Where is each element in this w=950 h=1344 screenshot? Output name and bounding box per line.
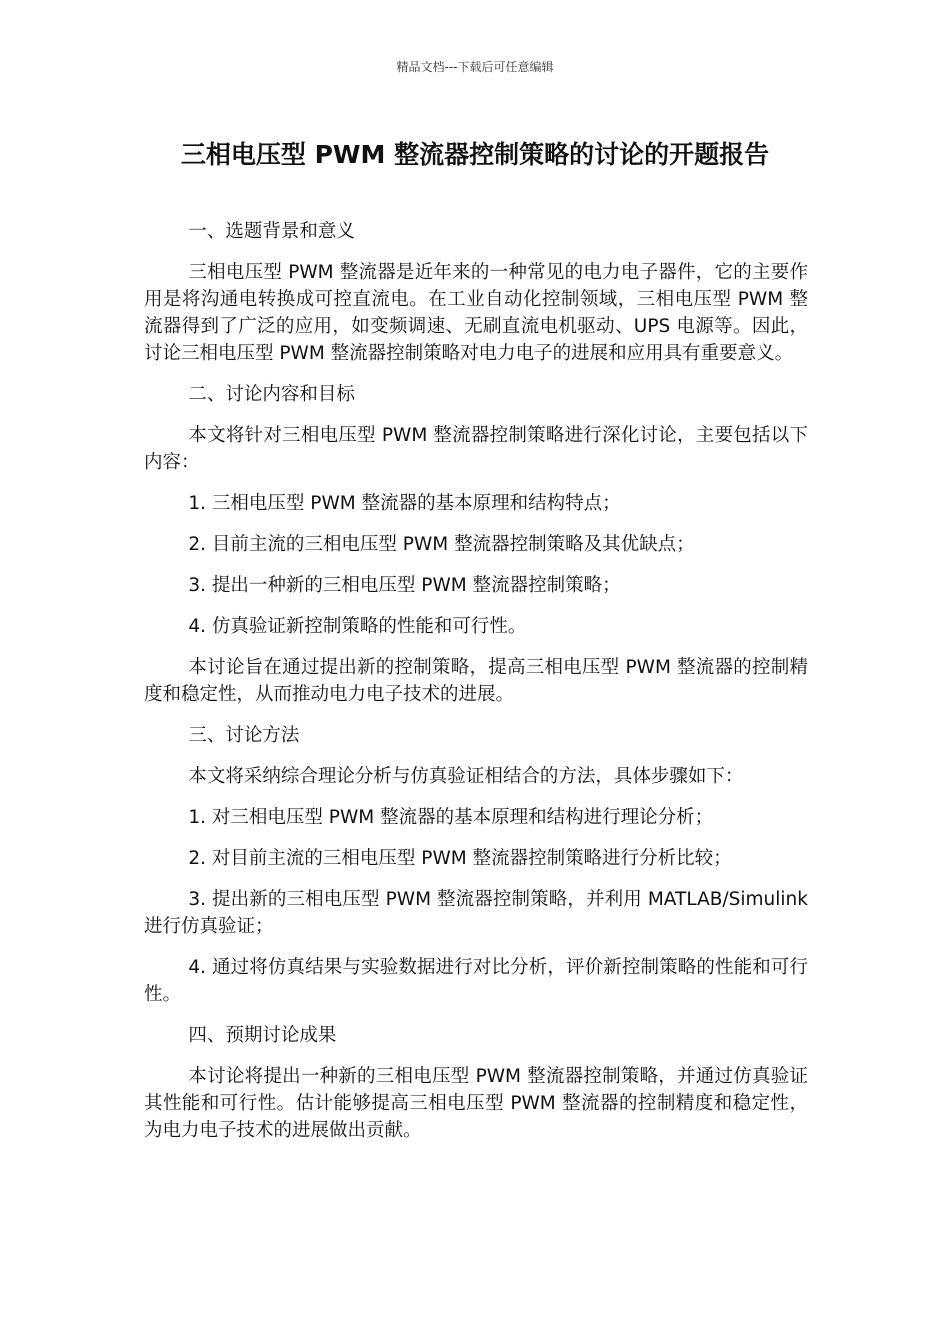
header-note: 精品文档---下载后可任意编辑	[396, 60, 554, 74]
section-heading-background: 一、选题背景和意义	[188, 221, 355, 242]
section-heading-expected-results: 四、预期讨论成果	[188, 1025, 337, 1046]
document-body	[144, 218, 808, 1144]
paragraph-methods-intro: 本文将采纳综合理论分析与仿真验证相结合的方法，具体步骤如下：	[188, 766, 744, 787]
paragraph-content-aim: 本讨论旨在通过提出新的控制策略，提高三相电压型 PWM 整流器的控制精度和稳定性，从而推动电力电子技术的进展。	[144, 657, 808, 705]
document-title: 三相电压型 PWM 整流器控制策略的讨论的开题报告	[180, 140, 770, 169]
list-item: 1. 对三相电压型 PWM 整流器的基本原理和结构进行理论分析；	[188, 807, 714, 828]
list-item: 2. 目前主流的三相电压型 PWM 整流器控制策略及其优缺点；	[188, 534, 695, 555]
paragraph-content-intro: 本文将针对三相电压型 PWM 整流器控制策略进行深化讨论，主要包括以下内容：	[144, 425, 808, 473]
section-heading-content-goals: 二、讨论内容和目标	[188, 384, 355, 405]
list-item: 1. 三相电压型 PWM 整流器的基本原理和结构特点；	[188, 493, 621, 514]
paragraph-expected-results: 本讨论将提出一种新的三相电压型 PWM 整流器控制策略，并通过仿真验证其性能和可行性。估计能够提高三相电压型 PWM 整流器的控制精度和稳定性，为电力电子技术的进展做出贡献。	[144, 1066, 808, 1141]
paragraph-background: 三相电压型 PWM 整流器是近年来的一种常见的电力电子器件，它的主要作用是将沟通电转换成可控直流电。在工业自动化控制领域，三相电压型 PWM 整流器得到了广泛的应用，如变频调速、无刷直流电机驱动、UPS 电源等。因此，讨论三相电压型 PWM 整流器控制策略对电力电子的进展和应用具有重要意义。	[144, 262, 808, 364]
list-item: 3. 提出新的三相电压型 PWM 整流器控制策略，并利用 MATLAB/Simulink 进行仿真验证；	[144, 889, 808, 937]
list-item: 4. 通过将仿真结果与实验数据进行对比分析，评价新控制策略的性能和可行性。	[144, 957, 808, 1005]
list-item: 2. 对目前主流的三相电压型 PWM 整流器控制策略进行分析比较；	[188, 848, 732, 869]
list-item: 3. 提出一种新的三相电压型 PWM 整流器控制策略；	[188, 575, 621, 596]
list-item: 4. 仿真验证新控制策略的性能和可行性。	[188, 616, 527, 637]
section-heading-methods: 三、讨论方法	[188, 725, 300, 746]
